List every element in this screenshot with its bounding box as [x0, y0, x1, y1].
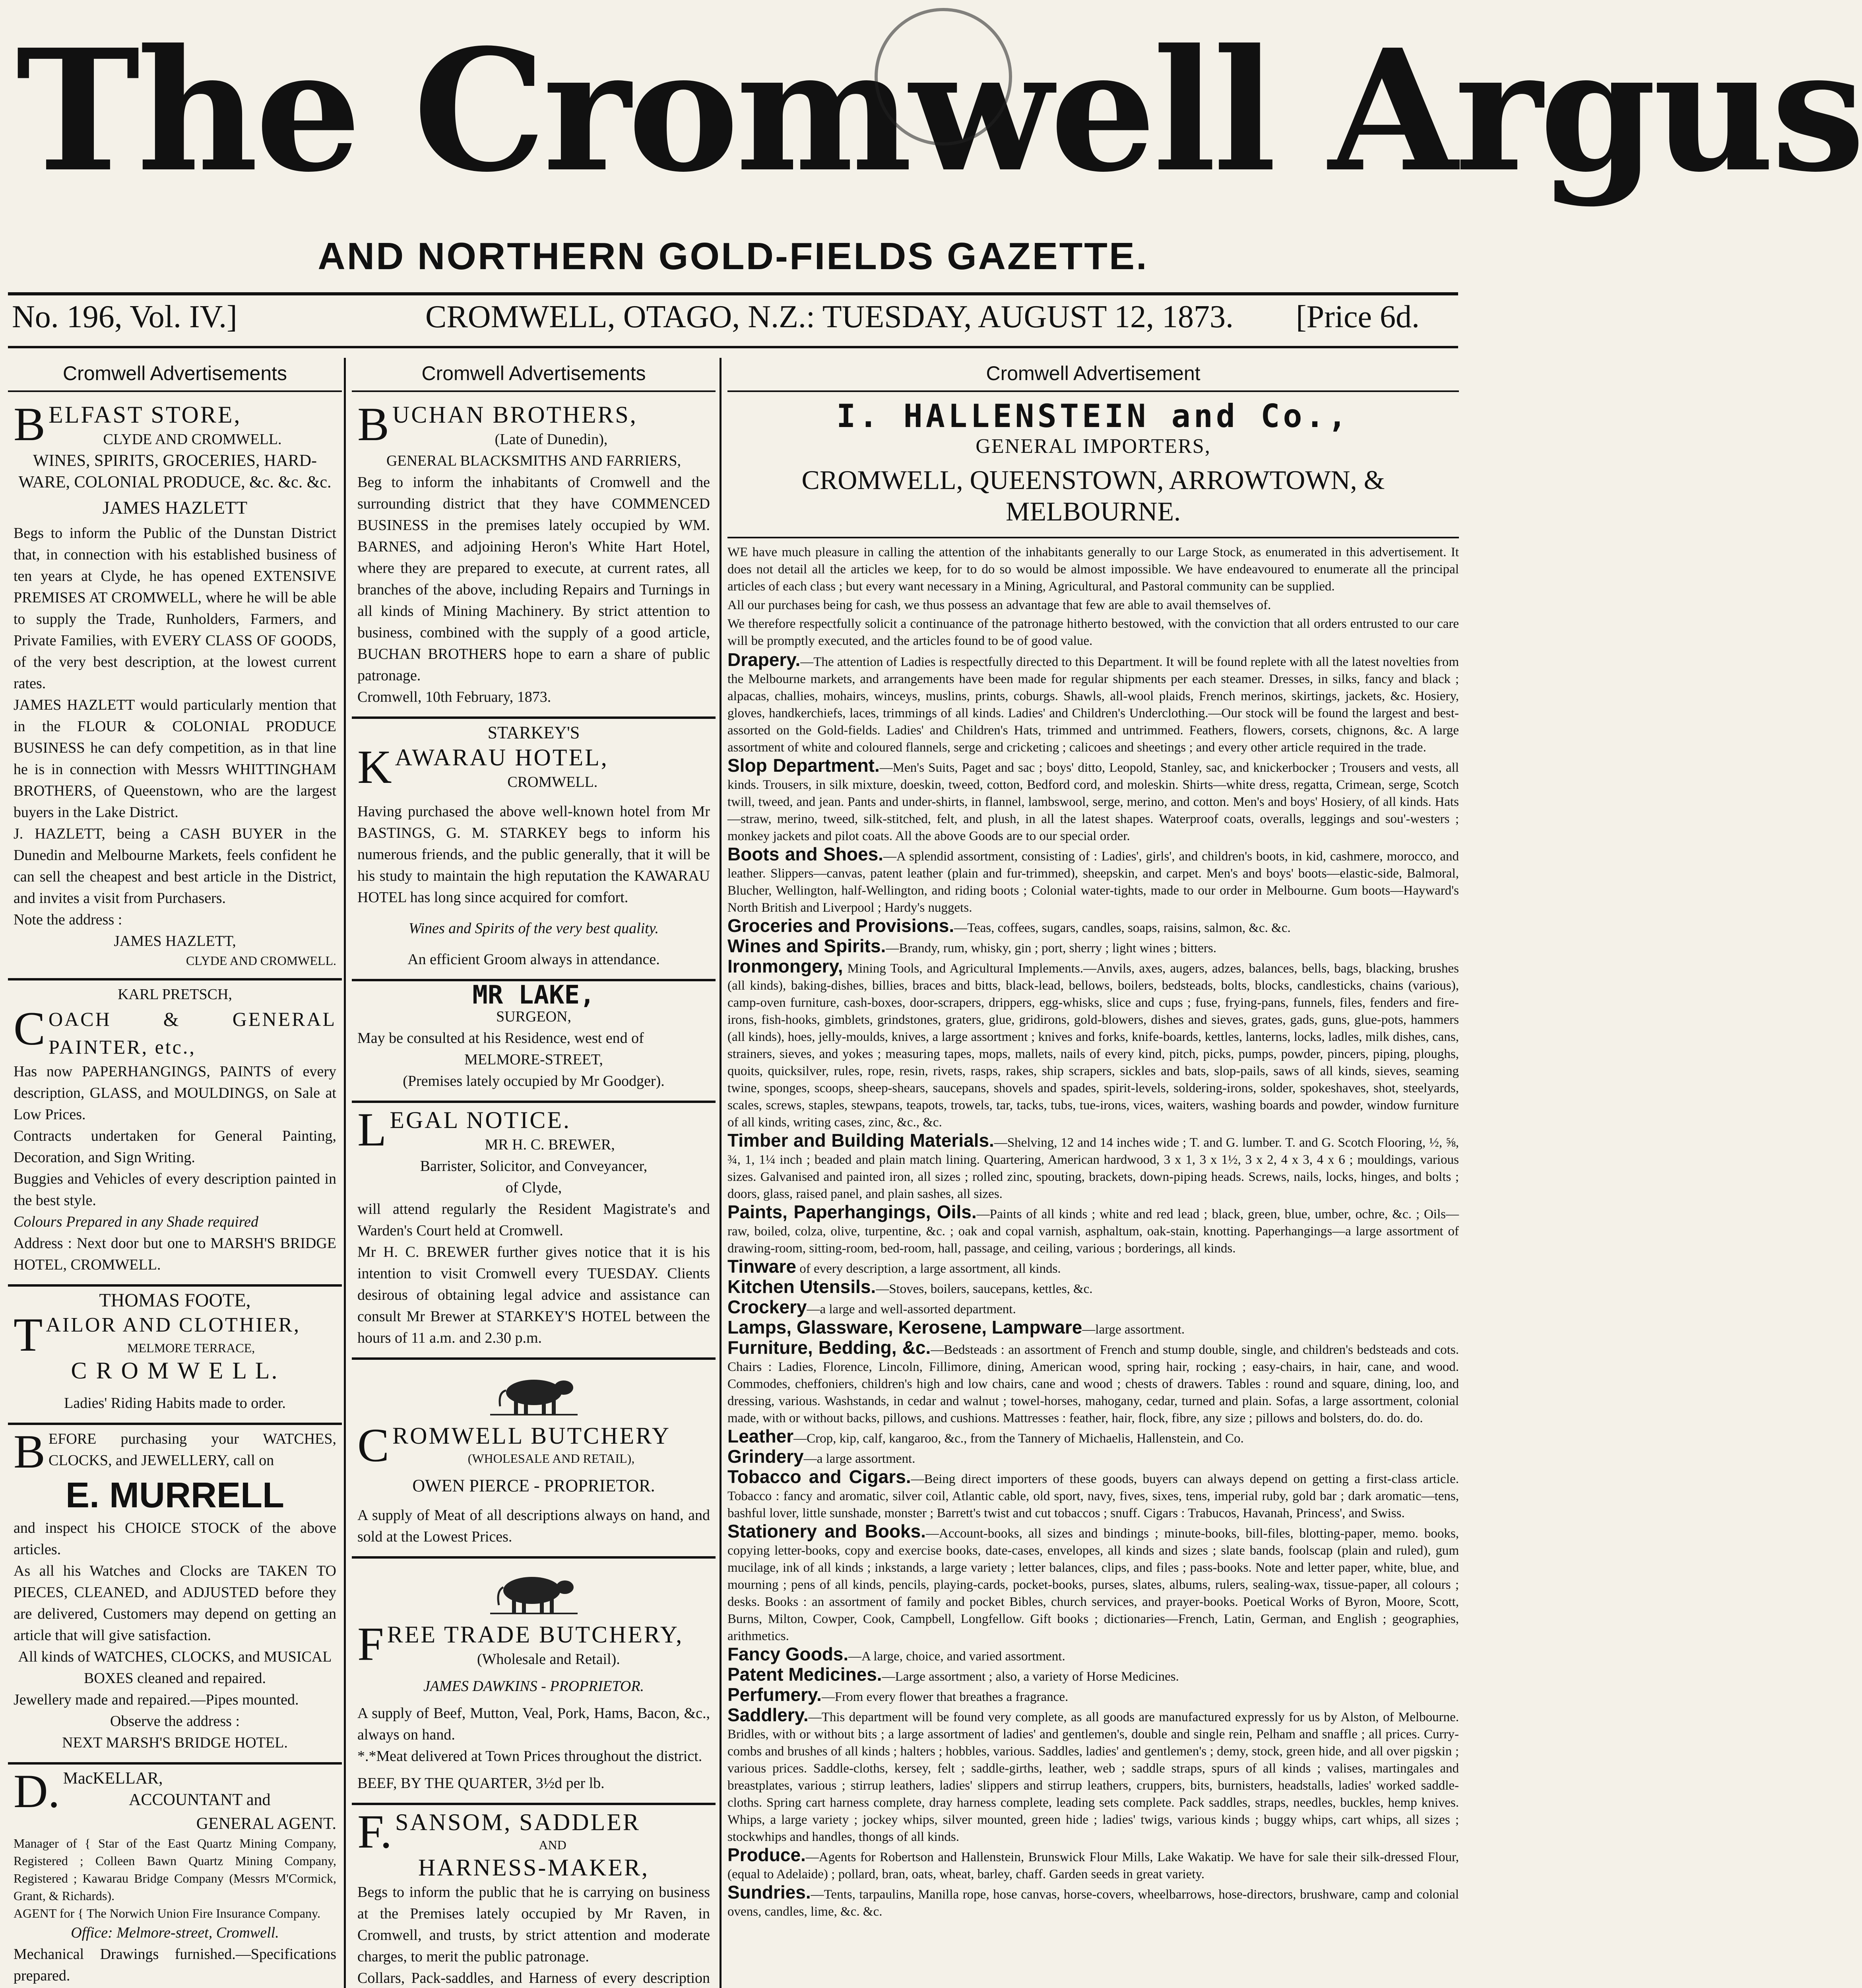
- column-header: Cromwell Advertisement: [727, 358, 1459, 392]
- hallenstein-section: [727, 938, 1459, 957]
- divider: [727, 537, 1459, 538]
- section-name: Grindery: [727, 1446, 804, 1467]
- ad-groom: An efficient Groom always in attendance.: [407, 951, 660, 968]
- hallenstein-intro: All our purchases being for cash, we thus possess an advantage that few are able to avail themselves of.: [727, 598, 1271, 612]
- hallenstein-section: [727, 1319, 1459, 1338]
- ad-body: Having purchased the above well-known hotel from Mr BASTINGS, G. M. STARKEY begs to inform his numerous friends, and the public generally, that it will be his study to maintain the high reputation the KAWARAU HOTEL has long since acquired for comfort.: [357, 803, 710, 906]
- hallenstein-section: [727, 1646, 1459, 1665]
- section-text: —Shelving, 12 and 14 inches wide ; T. and G. lumber. T. and G. Scotch Flooring, ½, ⅝, ¾, 1, 1¼ inch ; beaded and plain match lining. Quartering, American hardwood, 3 x 1, 3 x 1½, 3 x 2, 4 x 3, 4 x 6 ; mouldings, various sizes. Galvanised and painted iron, all sizes ; rolled zinc, spouting, brackets, down-piping heads. Screws, nails, locks, hinges, and bolts ; doors, glass, raised panel, and plain sashes, all sizes.: [727, 1136, 1459, 1201]
- ad-cromwell-butchery: [352, 1360, 716, 1559]
- top-rule: [8, 292, 1458, 295]
- column-divider: [720, 358, 722, 1988]
- section-text: —large assortment.: [1082, 1322, 1185, 1337]
- ad-body: and inspect his CHOICE STOCK of the above articles.: [14, 1520, 336, 1558]
- ad-agent: AGENT for { The Norwich Union Fire Insurance Company.: [14, 1906, 320, 1920]
- price: [Price 6d.: [1296, 299, 1420, 334]
- ad-title: ACCOUNTANT and: [129, 1791, 271, 1809]
- section-name: Wines and Spirits.: [727, 936, 886, 956]
- section-text: —A large, choice, and varied assortment.: [848, 1649, 1065, 1664]
- section-text: —Stoves, boilers, saucepans, kettles, &c.: [876, 1282, 1093, 1296]
- hallenstein-section: [727, 651, 1459, 756]
- ad-murrell: [8, 1425, 342, 1765]
- section-name: Sundries.: [727, 1882, 811, 1903]
- hallenstein-section: [727, 1884, 1459, 1920]
- section-name: Leather: [727, 1426, 794, 1446]
- section-text: —Account-books, all sizes and bindings ; minute-books, bill-files, blotting-paper, memo. books, copying letter-books, copy and exercise books, date-cases, envelopes, all kinds and sizes ; slate bands, foolscap (plain and ruled), gum mucilage, ink of all kinds ; inkstands, a large variety ; letter balances, clips, and files ; pass-books. Note and letter paper, white, blue, and mourning ; pens of all kinds, pencils, playing-cards, pocket-books, purses, slates, albums, rulers, sealing-wax, tissue-paper, all colours ; desks. Books : an assortment of family and pocket Bibles, church services, and prayer-books. Poetical Works of Byron, Moore, Scott, Burns, Milton, Cowper, Cook, Campbell, Longfellow. Gift books ; dictionaries—French, Latin, German, and English ; geographies, arithmetics.: [727, 1526, 1459, 1643]
- section-name: Ironmongery,: [727, 956, 843, 977]
- hallenstein-section: [727, 917, 1459, 937]
- drop-cap: L: [357, 1103, 387, 1156]
- section-text: —Agents for Robertson and Hallenstein, Brunswick Flour Mills, Lake Wakatip. We have for sale their silk-dressed Flour, (equal to Adelaide) ; pollard, bran, oats, wheat, barley, chaff. Garden seeds in great variety.: [727, 1850, 1459, 1881]
- section-text: —a large and well-assorted department.: [807, 1302, 1016, 1316]
- section-name: Lamps, Glassware, Kerosene, Lampware: [727, 1317, 1082, 1338]
- hallenstein-subtitle: GENERAL IMPORTERS,: [976, 435, 1211, 458]
- section-name: Patent Medicines.: [727, 1664, 882, 1685]
- ad-belfast-store: [8, 398, 342, 980]
- ad-body: All kinds of WATCHES, CLOCKS, and MUSICAL BOXES cleaned and repaired.: [18, 1648, 332, 1687]
- ad-title: EGAL NOTICE.: [390, 1107, 571, 1133]
- ad-title: UCHAN BROTHERS,: [392, 402, 638, 428]
- column-2: [352, 358, 716, 1988]
- ad-role: Barrister, Solicitor, and Conveyancer,: [420, 1158, 648, 1175]
- ad-title: OACH & GENERAL PAINTER, etc.,: [48, 1008, 336, 1058]
- ad-street: MELMORE-STREET,: [464, 1051, 603, 1068]
- hallenstein-section: [727, 846, 1459, 916]
- hallenstein-title: I. HALLENSTEIN and Co.,: [836, 398, 1350, 435]
- section-text: Mining Tools, and Agricultural Implements.—Anvils, axes, augers, adzes, balances, bells, bags, blacking, brushes (all kinds), baking-dishes, billies, braces and bitts, black-lead, bellows, boilers, bedsteads, bolts, blocks, candlesticks, chains (various), camp-oven furniture, cash-boxes, door-scrapers, drippers, egg-whisks, slice and cups ; fuse, frying-pans, funnels, files, fenders and fire-irons, fish-hooks, gimblets, grindstones, graters, glue, gridirons, gold-blowers, dishes and sieves, grates, gads, guns, glue-pots, hammers (all kinds), hoes, jelly-moulds, knives, a large assortment ; knives and forks, knife-boards, kettles, lanterns, locks, ladles, milk dishes, cans, strainers, sieves, and yokes ; measuring tapes, mops, mallets, nails of every kind, pitch, picks, pumps, powder, pincers, piping, ploughs, quoits, quicksilver, rules, rope, resin, rivets, rasps, rakes, ship scrapers, sickles and bats, slop-pails, saws of all kinds, sieves, seaming twine, sponges, scoops, sheep-shears, saucepans, shovels and spades, spirit-levels, soldering-irons, solder, spokeshaves, shot, steelyards, scales, screws, staples, stewpans, teapots, trowels, tar, tacks, tubs, tue-irons, vices, waiters, washing boards and powder, window furniture of all kinds, writing cases, zinc, &c., &c.: [727, 961, 1459, 1130]
- masthead: [0, 0, 1862, 286]
- section-name: Perfumery.: [727, 1684, 822, 1705]
- hallenstein-section: [727, 1428, 1459, 1447]
- ad-body: *.*Meat delivered at Town Prices throughout the district.: [357, 1748, 702, 1765]
- ad-trade: GENERAL BLACKSMITHS AND FARRIERS,: [386, 452, 681, 469]
- ad-title: SANSOM, SADDLER: [395, 1809, 640, 1835]
- ad-body: Has now PAPERHANGINGS, PAINTS of every description, GLASS, and MOULDINGS, on Sale at Low Prices.: [14, 1063, 336, 1123]
- ad-body: Ladies' Riding Habits made to order.: [64, 1395, 286, 1411]
- section-text: —Paints of all kinds ; white and red lead ; black, green, blue, umber, ochre, &c. ; Oils—raw, boiled, colza, olive, turpentine, &c. ; oak and copal varnish, asphaltum, oak-stain, knotting. Paperhangings—a large assortment of drawing-room, sitting-room, bed-room, hall, passage, and ceiling, various ; borderings, all kinds.: [727, 1207, 1459, 1256]
- ad-title: MR LAKE,: [472, 980, 595, 1010]
- section-text: —From every flower that breathes a fragrance.: [821, 1690, 1069, 1704]
- section-name: Fancy Goods.: [727, 1644, 849, 1664]
- section-text: of every description, a large assortment, all kinds.: [796, 1262, 1061, 1276]
- ad-mackellar: [8, 1765, 342, 1988]
- ad-sign-name: JAMES HAZLETT,: [114, 933, 236, 949]
- ad-date: Cromwell, 10th February, 1873.: [357, 689, 551, 705]
- ad-name: MR H. C. BREWER,: [485, 1136, 615, 1153]
- section-name: Boots and Shoes.: [727, 844, 883, 864]
- ad-name: E. MURRELL: [66, 1475, 284, 1515]
- section-name: Tinware: [727, 1256, 796, 1277]
- ad-name: MacKELLAR,: [63, 1769, 163, 1788]
- ad-body: Begs to inform the public that he is carrying on business at the Premises lately occupied by Mr Raven, in Cromwell, and trusts, by strict attention and moderate charges, to merit the public patronage.: [357, 1884, 710, 1965]
- section-text: —A splendid assortment, consisting of : Ladies', girls', and children's boots, in kid, cashmere, morocco, and leather. Slippers—canvas, patent leather (plain and fur-trimmed), sheepskin, and carpet. Men's and boys' boots—elastic-side, Balmoral, Blucher, Wellington, half-Wellington, and riding boots ; Colonial water-tights, made to our order in Melbourne. Gum boots—Hayward's North British and Liverpool ; Hardy's nuggets.: [727, 849, 1459, 915]
- ad-title: REE TRADE BUTCHERY,: [387, 1621, 684, 1648]
- ad-owner: STARKEY'S: [487, 723, 580, 742]
- section-text: —Bedsteads : an assortment of French and stump double, single, and children's bedsteads and cots. Chairs : Ladies, Florence, Lincoln, Fillimore, dining, American wood, spring hair, rocking ; easy-chairs, in hair, cane, and wood. Commodes, cheffoniers, children's high and low chairs, cane and wood ; chests of drawers. Tables : round and square, dining, loo, and dressing, various. Washstands, in cedar and walnut ; towel-horses, mahogany, cedar, turned and plain. Sofas, a large assortment, colonial made, with or without backs, pillows, and cushions. Mattresses : feather, hair, flock, fibre, any size ; pillows and bolsters, do. do. do.: [727, 1343, 1459, 1425]
- ad-body: Beg to inform the inhabitants of Cromwell and the surrounding district that they have COMMENCED BUSINESS in the premises lately occupied by WM. BARNES, and adjoining Heron's White Hart Hotel, where they are prepared to execute, at current rates, all branches of the above, including Repairs and Turnings in all kinds of Mining Machinery. By strict attention to business, combined with the supply of a good article, BUCHAN BROTHERS hope to earn a share of public patronage.: [357, 474, 710, 684]
- ad-body: May be consulted at his Residence, west end of: [357, 1030, 644, 1046]
- hallenstein-section: [727, 1666, 1459, 1685]
- column-3: [727, 358, 1459, 1988]
- drop-cap: F.: [357, 1805, 392, 1858]
- ad-title: ELFAST STORE,: [48, 402, 242, 428]
- ad-wines: Wines and Spirits of the very best quality.: [408, 920, 659, 937]
- ad-title: GENERAL AGENT.: [196, 1815, 336, 1833]
- section-name: Stationery and Books.: [727, 1521, 926, 1541]
- section-text: —Teas, coffees, sugars, candles, soaps, raisins, salmon, &c. &c.: [954, 921, 1291, 935]
- ox-woodcut-icon: [490, 1567, 578, 1615]
- hallenstein-intro: WE have much pleasure in calling the attention of the inhabitants generally to our Large Stock, as enumerated in this advertisement. It does not detail all the articles we keep, for to do so would be almost impossible. We have endeavoured to enumerate all the principal articles of each class ; but every want necessary in a Mining, Agricultural, and Pastoral community can be supplied.: [727, 545, 1459, 594]
- library-stamp-icon: [875, 8, 1012, 146]
- column-1: [8, 358, 342, 1988]
- ad-intro: EFORE purchasing your WATCHES, CLOCKS, and JEWELLERY, call on: [48, 1431, 336, 1469]
- column-header: Cromwell Advertisements: [8, 358, 342, 392]
- hallenstein-section: [727, 1846, 1459, 1883]
- ad-foote: [8, 1287, 342, 1425]
- hallenstein-section: [727, 1278, 1459, 1298]
- drop-cap: T: [14, 1308, 43, 1361]
- ad-body: Begs to inform the Public of the Dunstan District that, in connection with his established business of ten years at Clyde, he has opened EXTENSIVE PREMISES AT CROMWELL, where he will be able to supply the Trade, Runholders, Farmers, and Private Families, with EVERY CLASS OF GOODS, of the very best description, at the lowest current rates.: [14, 525, 336, 692]
- section-name: Produce.: [727, 1844, 806, 1865]
- dateline: [8, 299, 1458, 343]
- section-text: —This department will be found very complete, as all goods are manufactured expressly for us by Alston, of Melbourne. Bridles, with or without bits ; a large assortment of ladies' and gentlemen's, double and single rein, Pelham and snaffle ; all prices. Curry-combs and brushes of all kinds ; halters ; hobbles, various. Saddles, ladies' and gentlemen's ; demy, stock, green hide, and all over pigskin ; various prices. Saddle-cloths, kersey, felt ; saddle-girths, leather, web ; saddle straps, spurs of all kinds ; valises, martingales and breastplates, various ; stirrup leathers, ladies' slippers and stirrup leathers, cruppers, bits, burnisters, headstalls, ladies' worked saddle-cloths. Spring cart harness complete, dray harness complete, leading sets complete. Pack saddles, straps, needles, buckles, hemp knives. Whips, a large variety ; jockey whips, silver mounted, green hide ; ladies' twigs, various kinds ; buggy whips, cart whips, all sizes ; stockwhips and handles, thongs of all kinds.: [727, 1710, 1459, 1844]
- ad-note: Note the address :: [14, 911, 122, 928]
- newspaper-subtitle: AND NORTHERN GOLD-FIELDS GAZETTE.: [318, 235, 1148, 278]
- section-name: Furniture, Bedding, &c.: [727, 1337, 931, 1358]
- ad-body: Colours Prepared in any Shade required: [14, 1213, 259, 1230]
- bull-woodcut-icon: [490, 1369, 578, 1416]
- section-name: Crockery: [727, 1297, 807, 1317]
- hallenstein-section: [727, 1339, 1459, 1427]
- ad-kawarau-hotel: [352, 719, 716, 981]
- ad-subtitle: (Wholesale and Retail).: [477, 1651, 620, 1668]
- ad-body: Jewellery made and repaired.—Pipes mounted.: [14, 1691, 299, 1708]
- ad-body: Mr H. C. BREWER further gives notice that it is his intention to visit Cromwell every TUESDAY. Clients desirous of obtaining legal advice and assistance can consult Mr Brewer at STARKEY'S HOTEL between the hours of 11 a.m. and 2.30 p.m.: [357, 1244, 710, 1346]
- ad-body: Observe the address :: [110, 1713, 240, 1730]
- ad-note: (Premises lately occupied by Mr Goodger).: [403, 1073, 665, 1089]
- drop-cap: D.: [14, 1765, 60, 1817]
- ad-office: Office: Melmore-street, Cromwell.: [71, 1924, 279, 1941]
- ad-title: ROMWELL BUTCHERY: [392, 1423, 671, 1449]
- section-name: Timber and Building Materials.: [727, 1130, 994, 1151]
- ad-role: SURGEON,: [496, 1008, 571, 1025]
- ad-body: Address : Next door but one to MARSH'S BRIDGE HOTEL, CROMWELL.: [14, 1235, 336, 1273]
- ad-sansom: [352, 1805, 716, 1988]
- ad-body: Collars, Pack-saddles, and Harness of every description: [357, 1970, 710, 1986]
- section-text: —Tents, tarpaulins, Manilla rope, hose canvas, horse-covers, wheelbarrows, hose-directors, brushware, camp and colonial ovens, candles, lime, &c. &c.: [727, 1887, 1459, 1919]
- ad-owner: OWEN PIERCE - PROPRIETOR.: [412, 1476, 655, 1495]
- drop-cap: B: [14, 1425, 46, 1478]
- section-text: —Being direct importers of these goods, buyers can always depend on getting a first-class article. Tobacco : fancy and aromatic, silver coil, Atlantic cable, old sport, navy, fives, sixes, tens, imperial ruby, gold bar ; dark aromatic—tens, bashful lover, little sunshade, monster ; Barrett's twist and cut tobaccos ; snuff. Cigars : Trabucos, Havanah, Princess', and Swiss.: [727, 1472, 1459, 1520]
- hallenstein-section: [727, 1204, 1459, 1257]
- hallenstein-section: [727, 1258, 1459, 1277]
- ad-of: of Clyde,: [505, 1179, 562, 1196]
- section-name: Paints, Paperhangings, Oils.: [727, 1202, 977, 1222]
- hallenstein-section: [727, 958, 1459, 1131]
- section-name: Kitchen Utensils.: [727, 1276, 876, 1297]
- ad-body: Buggies and Vehicles of every description painted in the best style.: [14, 1171, 336, 1209]
- hallenstein-intro: We therefore respectfully solicit a continuance of the patronage hitherto bestowed, with the conviction that all orders entrusted to our care will be promptly executed, and the articles found to be of good value.: [727, 617, 1459, 648]
- ad-and: AND: [539, 1838, 566, 1852]
- hallenstein-section: [727, 1299, 1459, 1318]
- issue-number: No. 196, Vol. IV.]: [12, 299, 237, 334]
- hallenstein-section: [727, 1132, 1459, 1203]
- ad-address: MELMORE TERRACE,: [127, 1341, 255, 1355]
- drop-cap: F: [357, 1617, 384, 1670]
- ad-role: HARNESS-MAKER,: [418, 1854, 650, 1881]
- ad-town: CROMWELL.: [507, 774, 598, 790]
- ad-subtitle: (Late of Dunedin),: [495, 431, 608, 448]
- ad-town: C R O M W E L L.: [71, 1357, 279, 1384]
- section-name: Drapery.: [727, 649, 801, 670]
- column-divider: [344, 358, 346, 1988]
- drop-cap: B: [14, 398, 46, 450]
- ad-line: WINES, SPIRITS, GROCERIES, HARD-WARE, COLONIAL PRODUCE, &c. &c. &c.: [18, 452, 332, 491]
- drop-cap: B: [357, 398, 390, 450]
- ad-body: A supply of Meat of all descriptions always on hand, and sold at the Lowest Prices.: [357, 1507, 710, 1545]
- section-name: Groceries and Provisions.: [727, 915, 954, 936]
- ad-buchan: [352, 398, 716, 719]
- ad-name: JAMES HAZLETT: [102, 497, 248, 518]
- section-text: —Large assortment ; also, a variety of Horse Medicines.: [882, 1670, 1179, 1684]
- ad-sign-place: CLYDE AND CROMWELL.: [186, 953, 336, 968]
- newspaper-title: The Cromwell Argus: [16, 13, 1862, 209]
- hallenstein-places: CROMWELL, QUEENSTOWN, ARROWTOWN, & MELBOURNE.: [801, 465, 1385, 526]
- hallenstein-sections: [727, 651, 1459, 1920]
- hallenstein-section: [727, 1523, 1459, 1645]
- ad-body: Contracts undertaken for General Painting, Decoration, and Sign Writing.: [14, 1128, 336, 1166]
- section-name: Tobacco and Cigars.: [727, 1466, 911, 1487]
- ad-free-trade-butchery: [352, 1559, 716, 1805]
- section-name: Slop Department.: [727, 755, 880, 776]
- drop-cap: C: [357, 1419, 390, 1472]
- ad-title: AILOR AND CLOTHIER,: [46, 1314, 301, 1336]
- hallenstein-section: [727, 1468, 1459, 1522]
- ad-subtitle: CLYDE AND CROMWELL.: [103, 431, 282, 448]
- column-header: Cromwell Advertisements: [352, 358, 716, 392]
- section-text: —Brandy, rum, whisky, gin ; port, sherry ; light wines ; bitters.: [886, 941, 1216, 955]
- section-text: —a large assortment.: [803, 1452, 915, 1466]
- ad-subtitle: (WHOLESALE AND RETAIL),: [467, 1451, 635, 1466]
- hallenstein-section: [727, 1706, 1459, 1846]
- section-name: Saddlery.: [727, 1705, 809, 1725]
- ad-name: THOMAS FOOTE,: [99, 1290, 251, 1311]
- ad-legal-notice: [352, 1103, 716, 1360]
- ad-name: KARL PRETSCH,: [118, 986, 232, 1003]
- section-text: —Men's Suits, Paget and sac ; boys' ditto, Leopold, Stanley, sac, and knickerbocker ; Trousers and vests, all kinds. Trousers, in silk mixture, doeskin, tweed, cotton, Bedford cord, and moleskin. Shirts—white dress, regatta, Crimean, serge, Scotch twill, tweed, and jean. Pants and under-shirts, in flannel, lambswool, serge, merino, and cotton. Men's and boys' Hosiery, of all kinds. Hats—straw, merino, tweed, silk-stitched, felt, and plush, in all the latest shapes. Waterproof coats, overalls, leggings and sou'-westers ; monkey jackets and pilot coats. All the above Goods are to our special order.: [727, 761, 1459, 843]
- place-date: CROMWELL, OTAGO, N.Z.: TUESDAY, AUGUST 12, 1873.: [425, 299, 1234, 334]
- ad-manager: Manager of { Star of the East Quartz Mining Company, Registered ; Colleen Bawn Quartz Mining Company, Registered ; Kawarau Bridge Company (Messrs M'Cormick, Grant, & Richards).: [14, 1836, 336, 1903]
- ad-body: BEEF, BY THE QUARTER, 3½d per lb.: [357, 1775, 605, 1792]
- ad-pretsch: [8, 980, 342, 1287]
- hallenstein-section: [727, 757, 1459, 845]
- ad-body: A supply of Beef, Mutton, Veal, Pork, Hams, Bacon, &c., always on hand.: [357, 1705, 710, 1743]
- ad-title: AWARAU HOTEL,: [395, 744, 609, 771]
- section-text: —Crop, kip, calf, kangaroo, &c., from the Tannery of Michaelis, Hallenstein, and Co.: [793, 1431, 1244, 1446]
- hallenstein-section: [727, 1448, 1459, 1468]
- ad-body: As all his Watches and Clocks are TAKEN TO PIECES, CLEANED, and ADJUSTED before they are delivered, Customers may depend on getting an article that will give satisfaction.: [14, 1563, 336, 1644]
- drop-cap: C: [14, 1002, 46, 1055]
- hallenstein-section: [727, 1686, 1459, 1706]
- ad-mr-lake: [352, 981, 716, 1103]
- ad-body: J. HAZLETT, being a CASH BUYER in the Dunedin and Melbourne Markets, feels confident he can sell the cheapest and best article in the District, and invites a visit from Purchasers.: [14, 825, 336, 907]
- section-text: —The attention of Ladies is respectfully directed to this Department. It will be found replete with all the latest novelties from the Melbourne markets, and arrangements have been made for regular shipments per each steamer. Dresses, in silks, fancy and black ; alpacas, challies, mohairs, winceys, muslins, prints, coburgs. Shawls, all-wool plaids, French merinos, skirtings, jackets, &c. Hosiery, gloves, handkerchiefs, laces, trimmings of all kinds. Ladies' and Children's Underclothing.—Our stock will be found the largest and best-assorted on the Gold-fields. Ladies' and Children's Hats, trimmed and untrimmed. Feathers, flowers, corsets, chignons, &c. A large assortment of white and coloured flannels, serge and cricketing ; calicoes and sheetings ; and every other article required in the trade.: [727, 655, 1459, 755]
- ad-owner: JAMES DAWKINS - PROPRIETOR.: [423, 1678, 644, 1695]
- ad-body: JAMES HAZLETT would particularly mention that in the FLOUR & COLONIAL PRODUCE BUSINESS he can defy competition, as in that line he is in connection with Messrs WHITTINGHAM BROTHERS, of Queenstown, who are the largest buyers in the Lake District.: [14, 697, 336, 821]
- ad-body: NEXT MARSH'S BRIDGE HOTEL.: [62, 1734, 288, 1751]
- ad-body: will attend regularly the Resident Magistrate's and Warden's Court held at Cromwell.: [357, 1201, 710, 1239]
- ad-footer: Mechanical Drawings furnished.—Specifications prepared.: [14, 1946, 336, 1984]
- dateline-rule: [8, 346, 1458, 348]
- drop-cap: K: [357, 740, 392, 793]
